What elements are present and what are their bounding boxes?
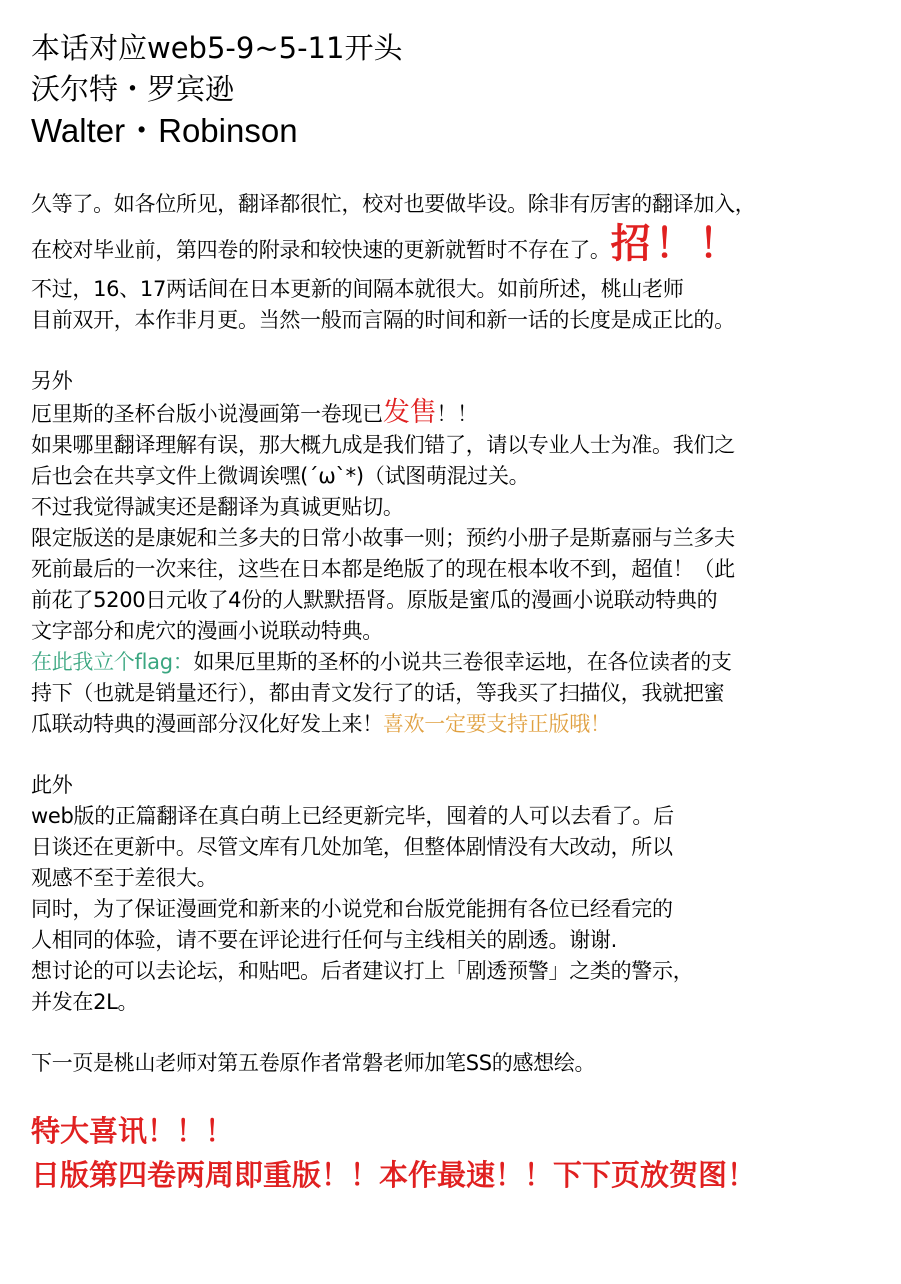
intro-line-2 xyxy=(31,220,891,274)
support-text: 瓜联动特典的漫画部分汉化好发上来！ xyxy=(31,712,383,736)
section3-line-4: 同时，为了保证漫画党和新来的小说党和台版党能拥有各位已经看完的 xyxy=(31,897,673,921)
spacer xyxy=(31,151,891,181)
section-additionally xyxy=(31,366,891,740)
big-news-line-1: 特大喜讯！！！ xyxy=(31,1114,235,1148)
section2-line-10: 持下（也就是销量还行），都由青文发行了的话，等我买了扫描仪，我就把蜜 xyxy=(31,681,725,705)
spacer xyxy=(31,1079,891,1109)
section3-line-5: 人相同的体验，请不要在评论进行任何与主线相关的剧透。谢谢. xyxy=(31,928,617,952)
release-highlight: 发售 xyxy=(382,397,437,428)
flag-line xyxy=(31,647,891,678)
chapter-source-line: 本话对应web5-9~5-11开头 xyxy=(31,31,403,65)
section3-line-7: 并发在2L。 xyxy=(31,990,139,1014)
translator-notes xyxy=(31,28,891,1197)
section2-line-8: 文字部分和虎穴的漫画小说联动特典。 xyxy=(31,619,383,643)
character-name-chinese: 沃尔特・罗宾逊 xyxy=(31,72,235,106)
support-line xyxy=(31,709,891,740)
intro-paragraph xyxy=(31,189,891,336)
next-page-note: 下一页是桃山老师对第五卷原作者常磐老师加笔SS的感想绘。 xyxy=(31,1051,596,1075)
section-heading-additionally: 另外 xyxy=(31,369,73,393)
intro-line-1: 久等了。如各位所见，翻译都很忙，校对也要做毕设。除非有厉害的翻译加入， xyxy=(31,192,756,216)
section2-line-3: 后也会在共享文件上微调诶嘿(´ω`*)（试图萌混过关。 xyxy=(31,464,530,488)
spacer xyxy=(31,740,891,770)
recruit-callout: 招！！ xyxy=(610,221,743,267)
character-name-english: Walter・Robinson xyxy=(31,112,298,149)
section-heading-besides: 此外 xyxy=(31,773,73,797)
intro-line-3: 不过，16、17两话间在日本更新的间隔本就很大。如前所述，桃山老师 xyxy=(31,277,684,301)
section2-line-6: 死前最后的一次来往，这些在日本都是绝版了的现在根本收不到，超值！（此 xyxy=(31,557,735,581)
flag-label: 在此我立个flag： xyxy=(31,650,194,674)
release-text: 厄里斯的圣杯台版小说漫画第一卷现已 xyxy=(31,402,383,426)
section2-line-2: 如果哪里翻译理解有误，那大概九成是我们错了，请以专业人士为准。我们之 xyxy=(31,433,735,457)
flag-text: 如果厄里斯的圣杯的小说共三卷很幸运地，在各位读者的支 xyxy=(193,650,732,674)
section-besides xyxy=(31,770,891,1018)
release-line xyxy=(31,397,891,430)
section3-line-6: 想讨论的可以去论坛，和贴吧。后者建议打上「剧透预警」之类的警示， xyxy=(31,959,694,983)
section2-line-7: 前花了5200日元收了4份的人默默捂肾。原版是蜜瓜的漫画小说联动特典的 xyxy=(31,588,718,612)
big-news xyxy=(31,1109,891,1197)
section3-line-3: 观感不至于差很大。 xyxy=(31,866,218,890)
section3-line-1: web版的正篇翻译在真白萌上已经更新完毕，囤着的人可以去看了。后 xyxy=(31,804,674,828)
support-official-highlight: 喜欢一定要支持正版哦！ xyxy=(382,712,611,736)
intro-line-2-text: 在校对毕业前，第四卷的附录和较快速的更新就暂时不存在了。 xyxy=(31,238,611,262)
big-news-line-2: 日版第四卷两周即重版！！本作最速！！下下页放贺图！ xyxy=(31,1158,757,1192)
section3-line-2: 日谈还在更新中。尽管文库有几处加笔，但整体剧情没有大改动，所以 xyxy=(31,835,673,859)
spacer xyxy=(31,336,891,366)
release-exclaim: ！！ xyxy=(436,402,478,426)
section2-line-4: 不过我觉得誠実还是翻译为真诚更贴切。 xyxy=(31,495,404,519)
spacer xyxy=(31,1018,891,1048)
intro-line-4: 目前双开，本作非月更。当然一般而言隔的时间和新一话的长度是成正比的。 xyxy=(31,308,735,332)
section2-line-5: 限定版送的是康妮和兰多夫的日常小故事一则；预约小册子是斯嘉丽与兰多夫 xyxy=(31,526,735,550)
